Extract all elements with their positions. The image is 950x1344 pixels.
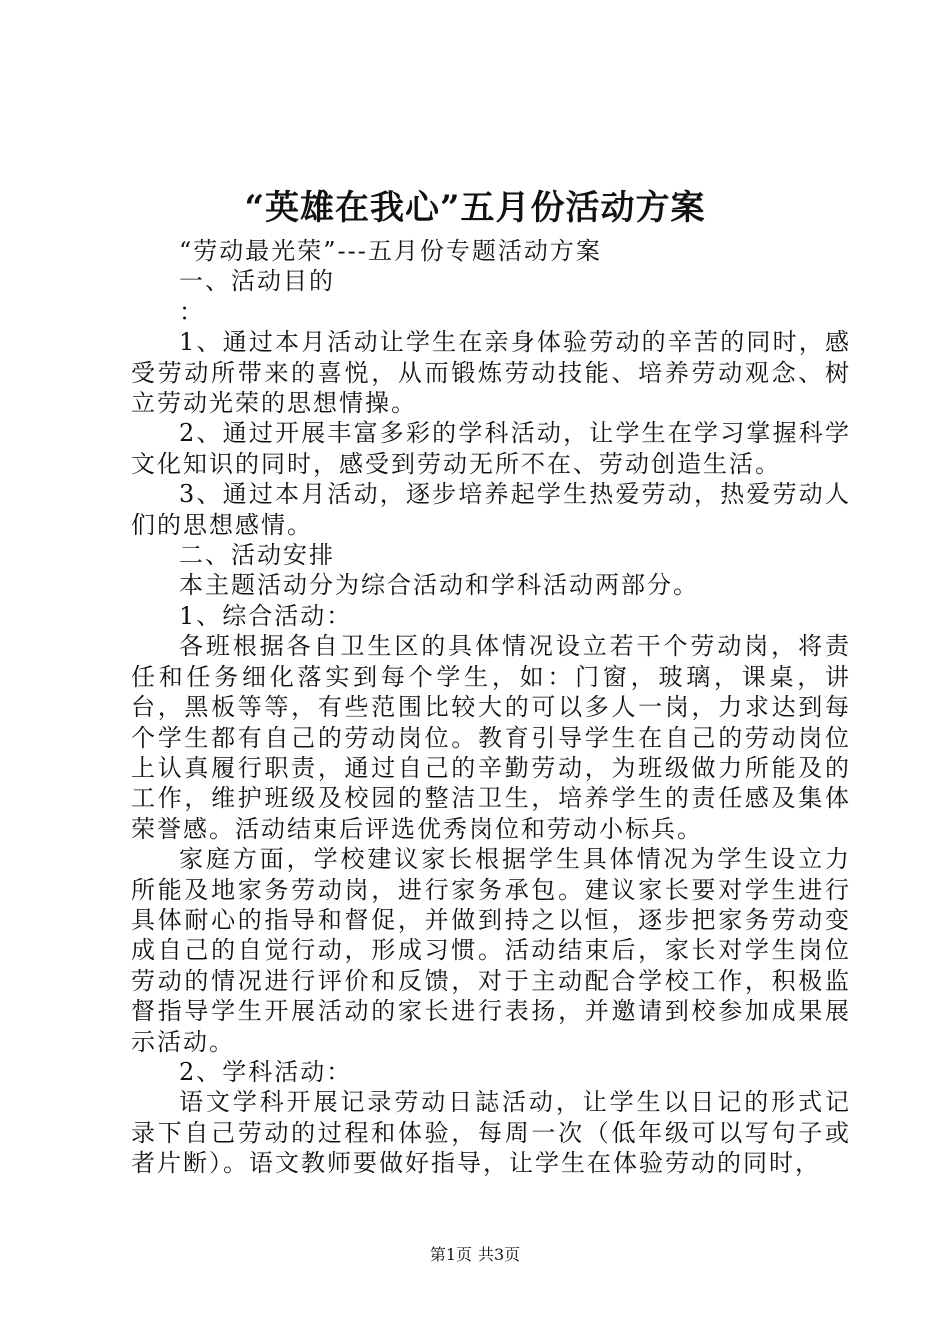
page-number: 第1页 xyxy=(429,1245,472,1264)
paragraph: ： xyxy=(179,297,205,326)
page-total: 共3页 xyxy=(478,1245,521,1264)
section-heading: 一、活动目的 xyxy=(179,267,335,296)
paragraph: 1、通过本月活动让学生在亲身体验劳动的辛苦的同时，感受劳动所带来的喜悦，从而锻炼劳动技能、培养劳动观念、树立劳动光荣的思想情操。 xyxy=(131,328,851,418)
paragraph: 语文学科开展记录劳动日誌活动，让学生以日记的形式记录下自己劳动的过程和体验，每周一次（低年级可以写句子或者片断）。语文教师要做好指导，让学生在体验劳动的同时， xyxy=(131,1088,851,1178)
page-footer xyxy=(0,1243,950,1267)
subsection-heading: 1、综合活动： xyxy=(179,601,353,630)
paragraph: 3、通过本月活动，逐步培养起学生热爱劳动，热爱劳动人们的思想感情。 xyxy=(131,480,851,539)
document-title: “英雄在我心”五月份活动方案 xyxy=(244,188,706,228)
paragraph: 各班根据各自卫生区的具体情况设立若干个劳动岗，将责任和任务细化落实到每个学生，如：门窗，玻璃，课桌，讲台，黑板等等，有些范围比较大的可以多人一岗，力求达到每个学生都有自己的劳动岗位。教育引导学生在自己的劳动岗位上认真履行职责，通过自己的辛勤劳动，为班级做力所能及的工作，维护班级及校园的整洁卫生，培养学生的责任感及集体荣誉感。活动结束后评选优秀岗位和劳动小标兵。 xyxy=(131,632,851,843)
paragraph: 家庭方面，学校建议家长根据学生具体情况为学生设立力所能及地家务劳动岗，进行家务承包。建议家长要对学生进行具体耐心的指导和督促，并做到持之以恒，逐步把家务劳动变成自己的自觉行动，形成习惯。活动结束后，家长对学生岗位劳动的情况进行评价和反馈，对于主动配合学校工作，积极监督指导学生开展活动的家长进行表扬，并邀请到校参加成果展示活动。 xyxy=(131,845,851,1056)
subtitle-paragraph: “劳动最光荣”---五月份专题活动方案 xyxy=(179,237,602,265)
document-body xyxy=(131,236,851,1179)
paragraph: 本主题活动分为综合活动和学科活动两部分。 xyxy=(179,571,699,600)
paragraph: 2、通过开展丰富多彩的学科活动，让学生在学习掌握科学文化知识的同时，感受到劳动无所不在、劳动创造生活。 xyxy=(131,419,851,478)
subsection-heading: 2、学科活动： xyxy=(179,1057,353,1086)
section-heading: 二、活动安排 xyxy=(179,541,335,570)
